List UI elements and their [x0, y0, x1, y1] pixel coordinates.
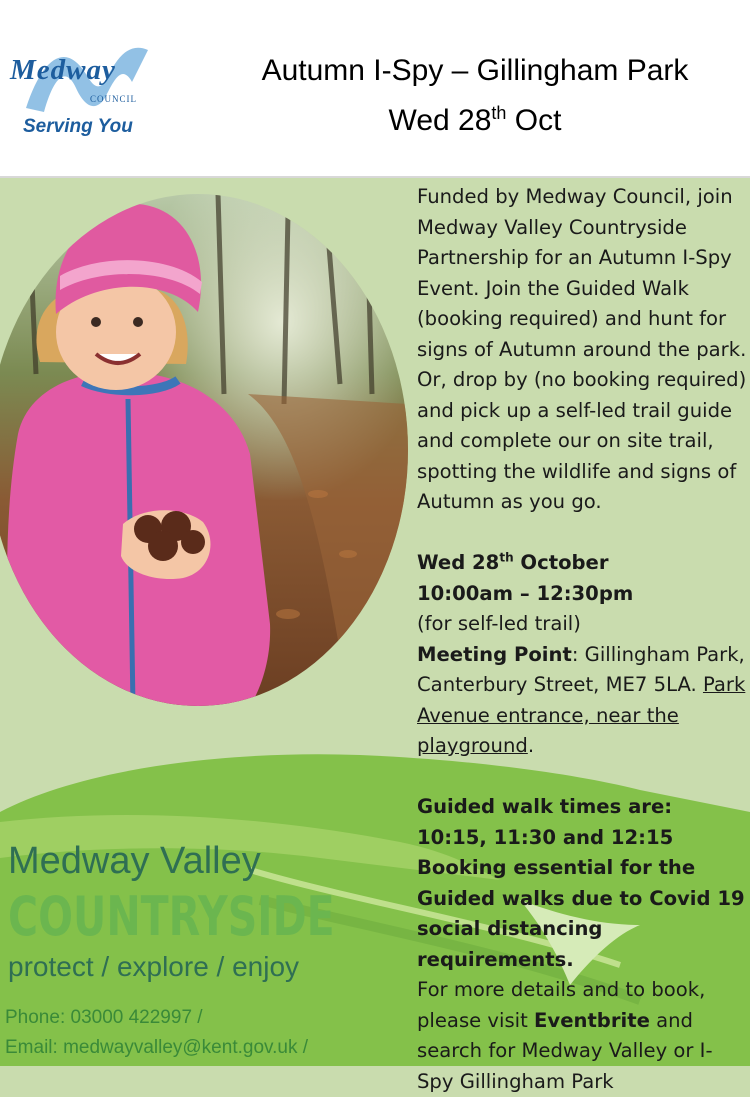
title-line-1: Autumn I-Spy – Gillingham Park	[261, 54, 689, 87]
medway-valley-countryside-logo	[8, 840, 438, 983]
org-name: Medway Valley	[8, 840, 261, 882]
contact-info	[5, 1003, 308, 1063]
logo-name: Medway	[10, 54, 116, 86]
child-with-conkers-photo	[0, 194, 408, 706]
intro-paragraph: Funded by Medway Council, join Medway Valley Countryside Partnership for an Autumn I-Spy Event. Join the Guided Walk (booking required) and hunt for signs of Autumn around the park. Or, drop by (no booking required) and pick up a self-led trail guide and complete our on site trail, spotting the wildlife and signs of Autumn as you go.	[417, 185, 747, 513]
booking-details: For more details and to book, please visit Eventbrite and search for Medway Valley or I-Spy Gillingham Park	[417, 978, 713, 1093]
org-tagline: protect / explore / enjoy	[8, 951, 300, 982]
event-time: 10:00am – 12:30pm	[417, 581, 634, 605]
org-countryside: COUNTRYSIDE	[8, 885, 335, 948]
event-date: Wed 28th October	[417, 550, 609, 574]
contact-phone: Phone: 03000 422997 /	[5, 1007, 203, 1028]
event-title	[200, 50, 750, 142]
contact-email: Email: medwayvalley@kent.gov.uk /	[5, 1037, 308, 1058]
event-description	[417, 182, 747, 1097]
logo-council: COUNCIL	[90, 94, 137, 104]
logo-tagline: Serving You	[23, 116, 133, 137]
guided-walk-title: Guided walk times are:	[417, 795, 673, 818]
title-line-2: Wed 28th Oct	[388, 103, 562, 137]
event-time-note: (for self-led trail)	[417, 612, 581, 635]
meeting-point: Meeting Point: Gillingham Park, Canterbury Street, ME7 5LA. Park Avenue entrance, near the playground.	[417, 642, 746, 757]
booking-note: Booking essential for the Guided walks due to Covid 19 social distancing requirements.	[417, 856, 745, 971]
guided-walk-times: 10:15, 11:30 and 12:15	[417, 825, 674, 849]
medway-council-logo	[8, 36, 168, 146]
header-banner	[0, 0, 750, 178]
